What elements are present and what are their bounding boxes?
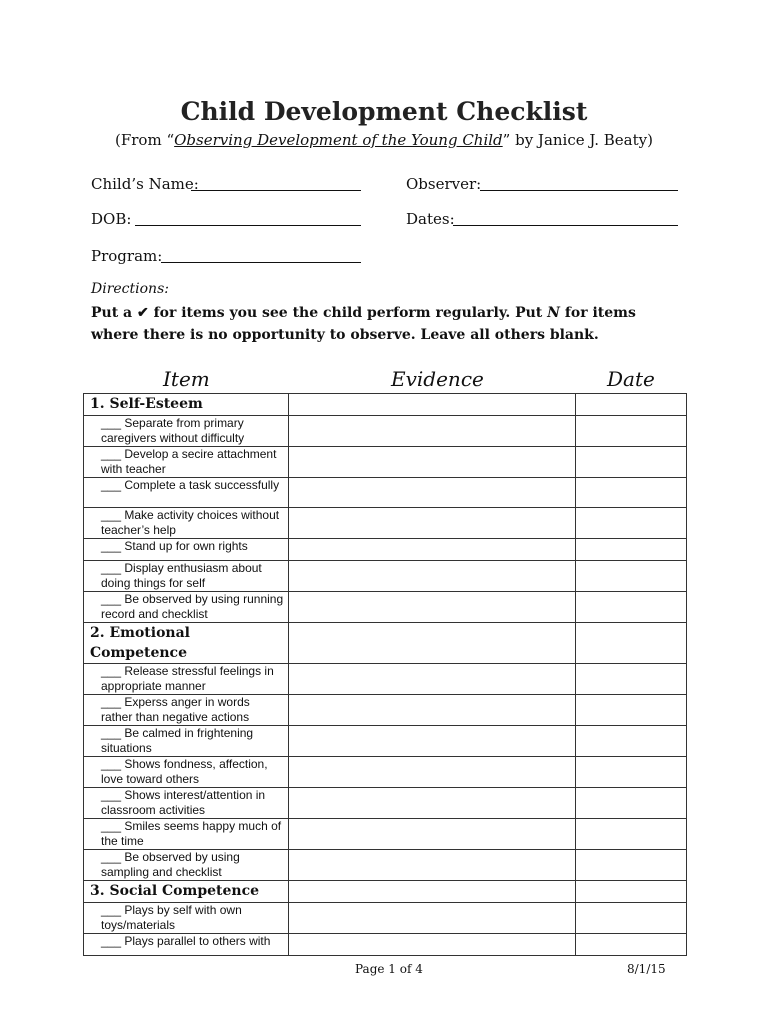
checklist-item[interactable]: ___ Complete a task successfully <box>84 478 289 508</box>
table-row <box>84 592 687 623</box>
date-cell[interactable] <box>576 695 687 726</box>
checklist-item[interactable]: ___ Release stressful feelings in appropriate manner <box>84 664 289 695</box>
evidence-cell[interactable] <box>289 726 576 757</box>
evidence-cell[interactable] <box>289 903 576 934</box>
date-cell[interactable] <box>576 903 687 934</box>
date-cell[interactable] <box>576 447 687 478</box>
date-cell[interactable] <box>576 881 687 903</box>
section-row <box>84 881 687 903</box>
column-header-date: Date <box>607 367 655 391</box>
table-row <box>84 695 687 726</box>
checklist-item[interactable]: ___ Make activity choices without teacher’s help <box>84 508 289 539</box>
table-row <box>84 903 687 934</box>
directions-text-part2: for items where there is no opportunity to observe. Leave all others blank. <box>91 305 636 343</box>
evidence-cell[interactable] <box>289 664 576 695</box>
date-cell[interactable] <box>576 478 687 508</box>
date-cell[interactable] <box>576 726 687 757</box>
subtitle-prefix: (From “ <box>115 131 175 149</box>
checklist-item[interactable]: ___ Shows fondness, affection, love toward others <box>84 757 289 788</box>
checklist-item[interactable]: ___ Display enthusiasm about doing things for self <box>84 561 289 592</box>
directions-label: Directions: <box>91 281 169 297</box>
checklist-item[interactable]: ___ Develop a secire attachment with teacher <box>84 447 289 478</box>
checklist-item[interactable]: ___ Smiles seems happy much of the time <box>84 819 289 850</box>
evidence-cell[interactable] <box>289 788 576 819</box>
childs-name-field[interactable] <box>191 190 361 191</box>
date-cell[interactable] <box>576 623 687 664</box>
dates-label: Dates: <box>406 210 455 228</box>
table-row <box>84 664 687 695</box>
evidence-cell[interactable] <box>289 850 576 881</box>
date-cell[interactable] <box>576 508 687 539</box>
evidence-cell[interactable] <box>289 934 576 956</box>
table-row <box>84 447 687 478</box>
section-title: 3. Social Competence <box>84 881 289 903</box>
evidence-cell[interactable] <box>289 561 576 592</box>
checklist-item[interactable]: ___ Experss anger in words rather than negative actions <box>84 695 289 726</box>
checklist-item[interactable]: ___ Plays parallel to others with <box>84 934 289 956</box>
evidence-cell[interactable] <box>289 478 576 508</box>
subtitle-suffix: ” by Janice J. Beaty) <box>502 131 653 149</box>
table-row <box>84 757 687 788</box>
program-label: Program: <box>91 247 163 265</box>
checklist-table <box>83 393 687 956</box>
checklist-item[interactable]: ___ Be calmed in frightening situations <box>84 726 289 757</box>
section-title: 2. Emotional Competence <box>84 623 289 664</box>
evidence-cell[interactable] <box>289 508 576 539</box>
date-cell[interactable] <box>576 819 687 850</box>
checklist-item[interactable]: ___ Be observed by using sampling and checklist <box>84 850 289 881</box>
date-cell[interactable] <box>576 539 687 561</box>
table-row <box>84 539 687 561</box>
childs-name-label: Child’s Name: <box>91 175 199 193</box>
table-row <box>84 478 687 508</box>
document-subtitle <box>0 130 768 150</box>
table-row <box>84 508 687 539</box>
date-cell[interactable] <box>576 394 687 416</box>
page-number: Page 1 of 4 <box>355 962 423 976</box>
observer-label: Observer: <box>406 175 482 193</box>
checklist-item[interactable]: ___ Shows interest/attention in classroom activities <box>84 788 289 819</box>
table-row <box>84 788 687 819</box>
date-cell[interactable] <box>576 850 687 881</box>
table-row <box>84 934 687 956</box>
checklist-item[interactable]: ___ Plays by self with own toys/materials <box>84 903 289 934</box>
checklist-item[interactable]: ___ Separate from primary caregivers without difficulty <box>84 416 289 447</box>
checklist-item[interactable]: ___ Stand up for own rights <box>84 539 289 561</box>
date-cell[interactable] <box>576 592 687 623</box>
table-row <box>84 726 687 757</box>
section-title: 1. Self-Esteem <box>84 394 289 416</box>
column-header-evidence: Evidence <box>391 367 484 391</box>
evidence-cell[interactable] <box>289 539 576 561</box>
subtitle-book-title: Observing Development of the Young Child <box>174 131 503 149</box>
date-cell[interactable] <box>576 934 687 956</box>
checklist-item[interactable]: ___ Be observed by using running record and checklist <box>84 592 289 623</box>
date-cell[interactable] <box>576 788 687 819</box>
footer-date: 8/1/15 <box>627 962 666 976</box>
date-cell[interactable] <box>576 561 687 592</box>
column-header-item: Item <box>163 367 210 391</box>
table-row <box>84 416 687 447</box>
observer-field[interactable] <box>480 190 678 191</box>
evidence-cell[interactable] <box>289 819 576 850</box>
table-row <box>84 561 687 592</box>
dob-label: DOB: <box>91 210 132 228</box>
document-title: Child Development Checklist <box>180 97 588 126</box>
evidence-cell[interactable] <box>289 757 576 788</box>
directions-text-n: N <box>547 305 560 321</box>
dob-field[interactable] <box>135 225 361 226</box>
date-cell[interactable] <box>576 757 687 788</box>
section-row <box>84 623 687 664</box>
evidence-cell[interactable] <box>289 394 576 416</box>
evidence-cell[interactable] <box>289 416 576 447</box>
section-row <box>84 394 687 416</box>
directions-text <box>91 302 681 346</box>
date-cell[interactable] <box>576 416 687 447</box>
evidence-cell[interactable] <box>289 623 576 664</box>
table-row <box>84 850 687 881</box>
evidence-cell[interactable] <box>289 881 576 903</box>
evidence-cell[interactable] <box>289 695 576 726</box>
evidence-cell[interactable] <box>289 592 576 623</box>
program-field[interactable] <box>161 262 361 263</box>
dates-field[interactable] <box>453 225 678 226</box>
directions-text-part1: Put a ✔ for items you see the child perform regularly. Put <box>91 305 548 321</box>
table-row <box>84 819 687 850</box>
date-cell[interactable] <box>576 664 687 695</box>
evidence-cell[interactable] <box>289 447 576 478</box>
